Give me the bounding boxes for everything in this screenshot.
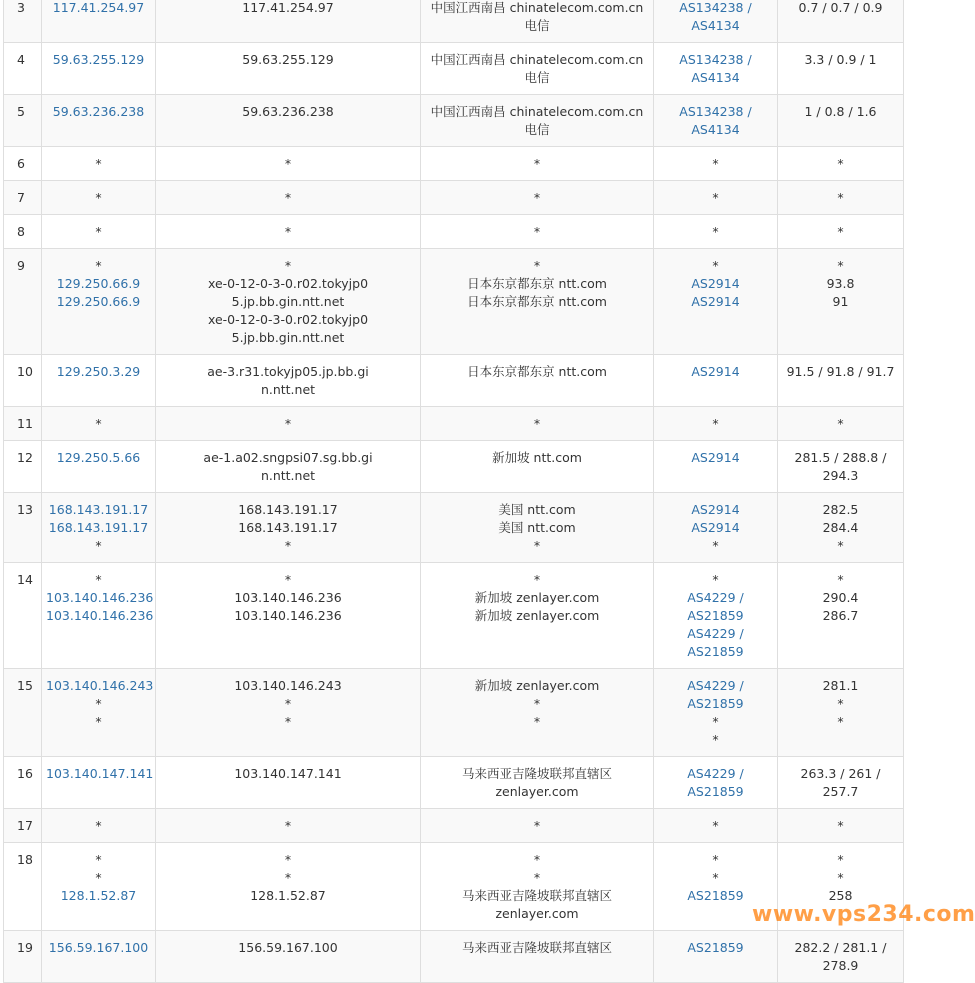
latency-cell — [778, 0, 904, 43]
hostname: ae-1.a02.sngpsi07.sg.bb.gin.ntt.net — [203, 450, 373, 483]
latency-cell — [778, 215, 904, 249]
hostname: * — [284, 818, 292, 833]
traceroute-body — [4, 0, 904, 983]
latency: * — [837, 416, 844, 431]
table-row — [4, 181, 904, 215]
location: * — [533, 190, 541, 205]
hostname-cell — [156, 809, 421, 843]
asn-cell — [654, 215, 778, 249]
location: zenlayer.com — [495, 906, 579, 921]
location: * — [533, 416, 541, 431]
ip-address[interactable]: 168.143.191.17 — [48, 520, 149, 535]
latency-cell — [778, 407, 904, 441]
latency: 3.3 / 0.9 / 1 — [804, 52, 877, 67]
location-cell — [421, 0, 654, 43]
asn: * — [712, 224, 719, 239]
table-row — [4, 147, 904, 181]
hop-number: 8 — [4, 215, 42, 249]
latency: * — [837, 190, 844, 205]
hop-number: 14 — [4, 563, 42, 669]
hostname-cell — [156, 355, 421, 407]
asn[interactable]: AS21859 — [687, 940, 744, 955]
asn-cell — [654, 931, 778, 983]
latency: 93.8 — [826, 276, 855, 291]
location: 马来西亚吉隆坡联邦直辖区 — [461, 888, 612, 903]
latency: * — [837, 572, 844, 587]
asn: * — [712, 538, 719, 553]
location: 日本东京都东京 ntt.com — [467, 294, 607, 309]
asn[interactable]: AS4229 / — [687, 766, 744, 781]
location: * — [533, 852, 541, 867]
latency: * — [837, 538, 844, 553]
ip-address-cell — [42, 249, 156, 355]
latency-cell — [778, 931, 904, 983]
asn[interactable]: AS21859 — [687, 644, 744, 659]
ip-address[interactable]: 168.143.191.17 — [48, 502, 149, 517]
asn[interactable]: AS2914 — [691, 294, 740, 309]
location: * — [533, 572, 541, 587]
asn[interactable]: AS134238 / — [679, 0, 752, 15]
latency-cell — [778, 563, 904, 669]
location: 新加坡 zenlayer.com — [474, 678, 600, 693]
hostname-cell — [156, 215, 421, 249]
ip-address-cell — [42, 181, 156, 215]
ip-address[interactable]: 59.63.255.129 — [52, 52, 145, 67]
location: 新加坡 zenlayer.com — [474, 608, 600, 623]
hostname-cell — [156, 181, 421, 215]
hostname-cell — [156, 493, 421, 563]
hostname: 156.59.167.100 — [238, 940, 338, 955]
latency: 281.5 / 288.8 / — [794, 450, 887, 465]
location: 新加坡 zenlayer.com — [474, 590, 600, 605]
ip-address[interactable]: 103.140.147.141 — [46, 766, 154, 781]
ip-address-cell — [42, 843, 156, 931]
latency: 286.7 — [822, 608, 859, 623]
table-row — [4, 757, 904, 809]
ip-address[interactable]: 156.59.167.100 — [48, 940, 149, 955]
location: * — [533, 818, 541, 833]
table-row — [4, 0, 904, 43]
hostname-cell — [156, 441, 421, 493]
latency: 0.7 / 0.7 / 0.9 — [798, 0, 883, 15]
latency: 257.7 — [822, 784, 859, 799]
ip-address[interactable]: 129.250.66.9 — [56, 276, 141, 291]
latency: * — [837, 258, 844, 273]
ip-address-cell — [42, 407, 156, 441]
latency: 290.4 — [822, 590, 859, 605]
asn-cell — [654, 355, 778, 407]
hostname-cell — [156, 43, 421, 95]
location-cell — [421, 181, 654, 215]
hop-number: 17 — [4, 809, 42, 843]
asn[interactable]: AS21859 — [687, 784, 744, 799]
location-cell — [421, 249, 654, 355]
hostname: * — [284, 538, 292, 553]
location-cell — [421, 215, 654, 249]
ip-address: * — [95, 190, 102, 205]
hostname-cell — [156, 757, 421, 809]
asn[interactable]: AS4134 — [691, 122, 740, 137]
latency: * — [837, 852, 844, 867]
asn[interactable]: AS134238 / — [679, 52, 752, 67]
latency-cell — [778, 95, 904, 147]
hop-number: 12 — [4, 441, 42, 493]
ip-address[interactable]: 129.250.66.9 — [56, 294, 141, 309]
latency: * — [837, 870, 844, 885]
asn[interactable]: AS21859 — [687, 608, 744, 623]
table-row — [4, 563, 904, 669]
asn: * — [712, 258, 719, 273]
location: 日本东京都东京 ntt.com — [467, 276, 607, 291]
asn[interactable]: AS4134 — [691, 18, 740, 33]
ip-address-cell — [42, 809, 156, 843]
table-row — [4, 215, 904, 249]
latency: 91.5 / 91.8 / 91.7 — [786, 364, 895, 379]
asn[interactable]: AS4229 / — [687, 590, 744, 605]
hostname-cell — [156, 407, 421, 441]
ip-address-cell — [42, 43, 156, 95]
latency: 282.2 / 281.1 / — [794, 940, 887, 955]
hostname: * — [284, 852, 292, 867]
traceroute-table — [3, 0, 904, 983]
asn: * — [712, 416, 719, 431]
latency: 282.5 — [822, 502, 859, 517]
table-row — [4, 249, 904, 355]
latency-cell — [778, 757, 904, 809]
location: * — [533, 224, 541, 239]
asn[interactable]: AS21859 — [687, 696, 744, 711]
asn: * — [712, 714, 719, 729]
hop-number: 19 — [4, 931, 42, 983]
hostname-cell — [156, 95, 421, 147]
table-row — [4, 95, 904, 147]
latency: * — [837, 156, 844, 171]
location-cell — [421, 757, 654, 809]
hostname: * — [284, 696, 292, 711]
location: 电信 — [524, 18, 550, 33]
location-cell — [421, 669, 654, 757]
location: * — [533, 870, 541, 885]
hostname: 103.140.146.236 — [234, 608, 342, 623]
location: 中国江西南昌 chinatelecom.com.cn — [430, 104, 644, 119]
hostname: * — [284, 224, 292, 239]
latency-cell — [778, 355, 904, 407]
asn[interactable]: AS134238 / — [679, 104, 752, 119]
location: 新加坡 ntt.com — [492, 450, 582, 465]
ip-address-cell — [42, 355, 156, 407]
asn-cell — [654, 0, 778, 43]
hostname: * — [284, 190, 292, 205]
asn[interactable]: AS2914 — [691, 364, 740, 379]
hostname: ae-3.r31.tokyjp05.jp.bb.gin.ntt.net — [207, 364, 369, 397]
hostname-cell — [156, 147, 421, 181]
ip-address[interactable]: 117.41.254.97 — [52, 0, 145, 15]
hostname: 103.140.147.141 — [234, 766, 342, 781]
hostname: * — [284, 870, 292, 885]
latency: 263.3 / 261 / — [800, 766, 881, 781]
hostname-cell — [156, 843, 421, 931]
hop-number: 11 — [4, 407, 42, 441]
asn: * — [712, 190, 719, 205]
asn-cell — [654, 757, 778, 809]
latency: 91 — [832, 294, 849, 309]
location: * — [533, 714, 541, 729]
hostname-cell — [156, 669, 421, 757]
location: 电信 — [524, 122, 550, 137]
ip-address[interactable]: 103.140.146.243 — [46, 678, 154, 693]
asn: * — [712, 870, 719, 885]
latency: * — [837, 714, 844, 729]
location-cell — [421, 843, 654, 931]
location-cell — [421, 407, 654, 441]
latency: 278.9 — [822, 958, 859, 973]
ip-address-cell — [42, 563, 156, 669]
asn[interactable]: AS2914 — [691, 276, 740, 291]
asn: * — [712, 732, 719, 747]
ip-address[interactable]: 129.250.5.66 — [56, 450, 141, 465]
hostname-cell — [156, 0, 421, 43]
hop-number: 3 — [4, 0, 42, 43]
asn: * — [712, 852, 719, 867]
latency-cell — [778, 249, 904, 355]
location: 日本东京都东京 ntt.com — [467, 364, 607, 379]
ip-address: * — [95, 258, 102, 273]
hostname: 128.1.52.87 — [250, 888, 326, 903]
hop-number: 10 — [4, 355, 42, 407]
latency: 281.1 — [822, 678, 859, 693]
location: zenlayer.com — [495, 784, 579, 799]
ip-address-cell — [42, 493, 156, 563]
asn[interactable]: AS4229 / — [687, 626, 744, 641]
hostname-cell — [156, 249, 421, 355]
location-cell — [421, 563, 654, 669]
asn-cell — [654, 95, 778, 147]
latency: * — [837, 224, 844, 239]
hop-number: 6 — [4, 147, 42, 181]
latency-cell — [778, 809, 904, 843]
asn[interactable]: AS2914 — [691, 502, 740, 517]
latency-cell — [778, 147, 904, 181]
latency-cell — [778, 493, 904, 563]
location-cell — [421, 95, 654, 147]
location: 电信 — [524, 70, 550, 85]
ip-address[interactable]: 103.140.146.236 — [46, 608, 154, 623]
ip-address-cell — [42, 757, 156, 809]
ip-address: * — [95, 696, 102, 711]
location: * — [533, 156, 541, 171]
table-row — [4, 669, 904, 757]
asn: * — [712, 156, 719, 171]
asn-cell — [654, 563, 778, 669]
hostname-cell — [156, 931, 421, 983]
location-cell — [421, 147, 654, 181]
hostname-cell — [156, 563, 421, 669]
hop-number: 7 — [4, 181, 42, 215]
hostname: * — [284, 258, 292, 273]
ip-address[interactable]: 103.140.146.236 — [46, 590, 154, 605]
location: 美国 ntt.com — [498, 502, 576, 517]
hostname: xe-0-12-0-3-0.r02.tokyjp05.jp.bb.gin.ntt.net — [207, 312, 369, 345]
latency: 294.3 — [822, 468, 859, 483]
table-row — [4, 407, 904, 441]
location-cell — [421, 809, 654, 843]
ip-address: * — [95, 156, 102, 171]
ip-address: * — [95, 818, 102, 833]
hostname: * — [284, 156, 292, 171]
location: 美国 ntt.com — [498, 520, 576, 535]
ip-address-cell — [42, 669, 156, 757]
hostname: 103.140.146.236 — [234, 590, 342, 605]
asn-cell — [654, 669, 778, 757]
watermark: www.vps234.com — [752, 902, 975, 927]
asn[interactable]: AS2914 — [691, 450, 740, 465]
latency: * — [837, 696, 844, 711]
table-row — [4, 355, 904, 407]
hostname: 168.143.191.17 — [238, 502, 338, 517]
asn[interactable]: AS4134 — [691, 70, 740, 85]
asn: * — [712, 818, 719, 833]
location: 马来西亚吉隆坡联邦直辖区 — [461, 766, 612, 781]
asn-cell — [654, 809, 778, 843]
latency-cell — [778, 43, 904, 95]
table-row — [4, 43, 904, 95]
location: 中国江西南昌 chinatelecom.com.cn — [430, 0, 644, 15]
ip-address: * — [95, 572, 102, 587]
hop-number: 9 — [4, 249, 42, 355]
hop-number: 16 — [4, 757, 42, 809]
asn-cell — [654, 493, 778, 563]
table-row — [4, 441, 904, 493]
location-cell — [421, 441, 654, 493]
hostname: * — [284, 714, 292, 729]
asn-cell — [654, 43, 778, 95]
hop-number: 13 — [4, 493, 42, 563]
hop-number: 4 — [4, 43, 42, 95]
asn: * — [712, 572, 719, 587]
asn-cell — [654, 407, 778, 441]
latency: 284.4 — [822, 520, 859, 535]
asn[interactable]: AS21859 — [687, 888, 744, 903]
asn-cell — [654, 441, 778, 493]
hostname: 168.143.191.17 — [238, 520, 338, 535]
ip-address-cell — [42, 931, 156, 983]
asn[interactable]: AS4229 / — [687, 678, 744, 693]
ip-address-cell — [42, 147, 156, 181]
ip-address: * — [95, 714, 102, 729]
ip-address: * — [95, 416, 102, 431]
ip-address-cell — [42, 441, 156, 493]
latency: * — [837, 818, 844, 833]
ip-address: * — [95, 870, 102, 885]
hostname: 59.63.236.238 — [242, 104, 334, 119]
asn-cell — [654, 147, 778, 181]
hostname: 117.41.254.97 — [242, 0, 334, 15]
ip-address[interactable]: 129.250.3.29 — [56, 364, 141, 379]
asn-cell — [654, 181, 778, 215]
location: 马来西亚吉隆坡联邦直辖区 — [461, 940, 612, 955]
hop-number: 5 — [4, 95, 42, 147]
hostname: * — [284, 416, 292, 431]
table-row — [4, 931, 904, 983]
latency-cell — [778, 181, 904, 215]
hop-number: 15 — [4, 669, 42, 757]
ip-address[interactable]: 128.1.52.87 — [60, 888, 137, 903]
table-row — [4, 809, 904, 843]
hop-number: 18 — [4, 843, 42, 931]
hostname: 59.63.255.129 — [242, 52, 334, 67]
ip-address-cell — [42, 215, 156, 249]
hostname: * — [284, 572, 292, 587]
location-cell — [421, 931, 654, 983]
asn-cell — [654, 249, 778, 355]
location-cell — [421, 493, 654, 563]
ip-address: * — [95, 538, 102, 553]
ip-address[interactable]: 59.63.236.238 — [52, 104, 145, 119]
location: 中国江西南昌 chinatelecom.com.cn — [430, 52, 644, 67]
table-row — [4, 493, 904, 563]
latency-cell — [778, 669, 904, 757]
asn[interactable]: AS2914 — [691, 520, 740, 535]
latency: 258 — [828, 888, 853, 903]
ip-address: * — [95, 224, 102, 239]
hostname: xe-0-12-0-3-0.r02.tokyjp05.jp.bb.gin.ntt.net — [207, 276, 369, 309]
location: * — [533, 538, 541, 553]
location-cell — [421, 355, 654, 407]
ip-address-cell — [42, 95, 156, 147]
latency-cell — [778, 441, 904, 493]
location-cell — [421, 43, 654, 95]
location: * — [533, 696, 541, 711]
hostname: 103.140.146.243 — [234, 678, 342, 693]
location: * — [533, 258, 541, 273]
ip-address: * — [95, 852, 102, 867]
ip-address-cell — [42, 0, 156, 43]
latency: 1 / 0.8 / 1.6 — [804, 104, 877, 119]
